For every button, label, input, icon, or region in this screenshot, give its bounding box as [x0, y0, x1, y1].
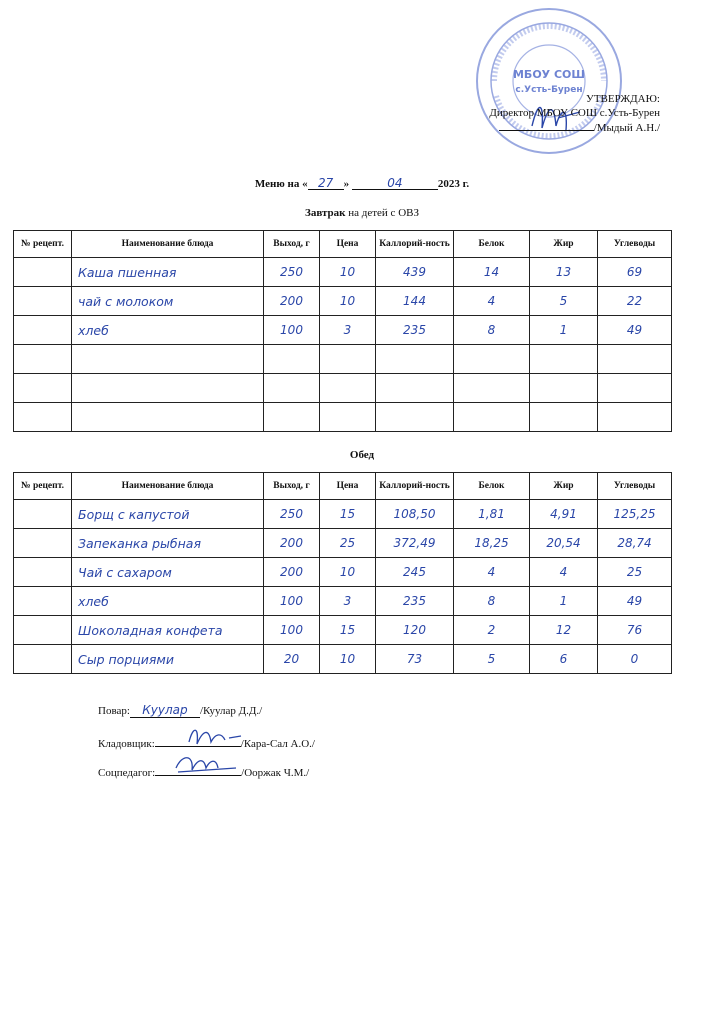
cell-dish: чай с молоком: [72, 287, 264, 316]
cell-yield: [264, 374, 320, 403]
cell-recipe: [14, 587, 72, 616]
cell-carbs: 22: [598, 287, 672, 316]
cell-price: 15: [320, 500, 376, 529]
header-price: Цена: [320, 231, 376, 258]
lunch-title: Обед: [349, 449, 375, 461]
cell-protein: 4: [454, 558, 530, 587]
cell-calories: 144: [376, 287, 454, 316]
breakfast-title: Завтрак на детей с ОВЗ: [305, 207, 419, 219]
cell-fat: 4,91: [530, 500, 598, 529]
cell-dish: хлеб: [72, 587, 264, 616]
table-row: [14, 558, 672, 587]
stamp-org: МБОУ СОШ: [512, 68, 586, 81]
cell-yield: 20: [264, 645, 320, 674]
cook-name: /Куулар Д.Д./: [199, 705, 263, 717]
cell-dish: [72, 374, 264, 403]
social-pedagogue-signature: [172, 752, 242, 776]
approval-block: [420, 92, 660, 135]
cell-protein: 8: [454, 587, 530, 616]
cell-price: 15: [320, 616, 376, 645]
approval-sign-line: [499, 120, 594, 131]
cell-calories: 245: [376, 558, 454, 587]
cell-protein: 18,25: [454, 529, 530, 558]
cell-calories: [376, 345, 454, 374]
header-carbs: Углеводы: [598, 473, 672, 500]
cell-price: [320, 345, 376, 374]
header-price: Цена: [320, 473, 376, 500]
cell-calories: 120: [376, 616, 454, 645]
cell-yield: 200: [264, 558, 320, 587]
cell-yield: 200: [264, 287, 320, 316]
table-row: [14, 287, 672, 316]
table-row: [14, 500, 672, 529]
cell-calories: 108,50: [376, 500, 454, 529]
cell-yield: 100: [264, 587, 320, 616]
cell-dish: Шоколадная конфета: [72, 616, 264, 645]
table-row: [14, 403, 672, 432]
table-row: [14, 345, 672, 374]
cell-dish: Чай с сахаром: [72, 558, 264, 587]
menu-day: 27: [308, 178, 344, 190]
table-row: [14, 374, 672, 403]
storekeeper-signature-line: Кладовщик: /Кара-Сал А.О./: [98, 733, 315, 751]
cell-protein: [454, 374, 530, 403]
cell-dish: Запеканка рыбная: [72, 529, 264, 558]
cell-recipe: [14, 558, 72, 587]
cell-price: 10: [320, 645, 376, 674]
cell-protein: 2: [454, 616, 530, 645]
cell-carbs: 28,74: [598, 529, 672, 558]
table-row: [14, 645, 672, 674]
cell-dish: Каша пшенная: [72, 258, 264, 287]
cell-calories: [376, 403, 454, 432]
header-dish: Наименование блюда: [72, 231, 264, 258]
cell-yield: 250: [264, 258, 320, 287]
header-dish: Наименование блюда: [72, 473, 264, 500]
cell-dish: Сыр порциями: [72, 645, 264, 674]
cell-carbs: [598, 403, 672, 432]
cell-recipe: [14, 403, 72, 432]
menu-month: 04: [352, 178, 438, 190]
storekeeper-signature: [185, 724, 245, 748]
menu-title: Меню на « 27 » 04 2023 г.: [254, 176, 470, 190]
approval-heading: УТВЕРЖДАЮ:: [586, 93, 660, 105]
cell-carbs: 0: [598, 645, 672, 674]
cell-price: 10: [320, 558, 376, 587]
cell-yield: [264, 345, 320, 374]
cell-protein: [454, 403, 530, 432]
cell-dish: [72, 403, 264, 432]
approval-position: Директор МБОУ СОШ с.Усть-Бурен: [489, 107, 660, 119]
cell-carbs: 69: [598, 258, 672, 287]
table-row: [14, 587, 672, 616]
table-row: [14, 616, 672, 645]
cell-fat: [530, 374, 598, 403]
cell-recipe: [14, 645, 72, 674]
cell-price: [320, 403, 376, 432]
cell-dish: хлеб: [72, 316, 264, 345]
cell-yield: 100: [264, 616, 320, 645]
header-carbs: Углеводы: [598, 231, 672, 258]
social-pedagogue-signature-line: Соцпедагог: /Ооржак Ч.М./: [98, 762, 309, 780]
header-protein: Белок: [454, 231, 530, 258]
cell-fat: 5: [530, 287, 598, 316]
table-row: [14, 258, 672, 287]
cell-dish: [72, 345, 264, 374]
cell-price: [320, 374, 376, 403]
header-recipe: № рецепт.: [14, 473, 72, 500]
lunch-header-row: [14, 473, 672, 500]
cell-protein: 4: [454, 287, 530, 316]
cell-recipe: [14, 529, 72, 558]
breakfast-header-row: [14, 231, 672, 258]
header-calories: Каллорий-ность: [376, 473, 454, 500]
cell-carbs: 49: [598, 587, 672, 616]
cell-calories: 372,49: [376, 529, 454, 558]
cell-fat: [530, 403, 598, 432]
table-row: [14, 316, 672, 345]
cell-carbs: 49: [598, 316, 672, 345]
cell-recipe: [14, 345, 72, 374]
cell-yield: 200: [264, 529, 320, 558]
breakfast-table: [13, 230, 672, 432]
cell-fat: 6: [530, 645, 598, 674]
header-fat: Жир: [530, 231, 598, 258]
cell-recipe: [14, 374, 72, 403]
cell-protein: 1,81: [454, 500, 530, 529]
cell-yield: 250: [264, 500, 320, 529]
cell-dish: Борщ с капустой: [72, 500, 264, 529]
lunch-table: [13, 472, 672, 674]
cell-calories: 439: [376, 258, 454, 287]
cell-fat: 1: [530, 587, 598, 616]
header-yield: Выход, г: [264, 473, 320, 500]
header-protein: Белок: [454, 473, 530, 500]
cell-carbs: 25: [598, 558, 672, 587]
storekeeper-name: /Кара-Сал А.О./: [240, 738, 315, 750]
cell-protein: [454, 345, 530, 374]
stamp-place: с.Усть-Бурен: [515, 85, 583, 95]
header-yield: Выход, г: [264, 231, 320, 258]
cell-fat: 20,54: [530, 529, 598, 558]
cell-yield: [264, 403, 320, 432]
cell-recipe: [14, 616, 72, 645]
cell-recipe: [14, 500, 72, 529]
cell-fat: 1: [530, 316, 598, 345]
cell-recipe: [14, 316, 72, 345]
cell-price: 25: [320, 529, 376, 558]
cell-fat: 13: [530, 258, 598, 287]
cell-carbs: [598, 374, 672, 403]
cell-calories: 73: [376, 645, 454, 674]
social-name: /Ооржак Ч.М./: [241, 767, 310, 779]
cell-carbs: 125,25: [598, 500, 672, 529]
cell-fat: 12: [530, 616, 598, 645]
cell-carbs: 76: [598, 616, 672, 645]
cell-price: 10: [320, 287, 376, 316]
cell-fat: [530, 345, 598, 374]
cell-price: 3: [320, 316, 376, 345]
header-calories: Каллорий-ность: [376, 231, 454, 258]
cell-calories: [376, 374, 454, 403]
cell-protein: 5: [454, 645, 530, 674]
cell-protein: 14: [454, 258, 530, 287]
cell-calories: 235: [376, 587, 454, 616]
cell-carbs: [598, 345, 672, 374]
cell-calories: 235: [376, 316, 454, 345]
cell-recipe: [14, 287, 72, 316]
cell-yield: 100: [264, 316, 320, 345]
cell-price: 10: [320, 258, 376, 287]
table-row: [14, 529, 672, 558]
cell-fat: 4: [530, 558, 598, 587]
cook-handwritten-sign: Куулар: [130, 704, 200, 718]
cook-signature-line: Повар: Куулар /Куулар Д.Д./: [98, 703, 263, 717]
cell-protein: 8: [454, 316, 530, 345]
cell-price: 3: [320, 587, 376, 616]
cell-recipe: [14, 258, 72, 287]
header-fat: Жир: [530, 473, 598, 500]
header-recipe: № рецепт.: [14, 231, 72, 258]
approval-name: /Мыдый А.Н./: [593, 122, 660, 134]
